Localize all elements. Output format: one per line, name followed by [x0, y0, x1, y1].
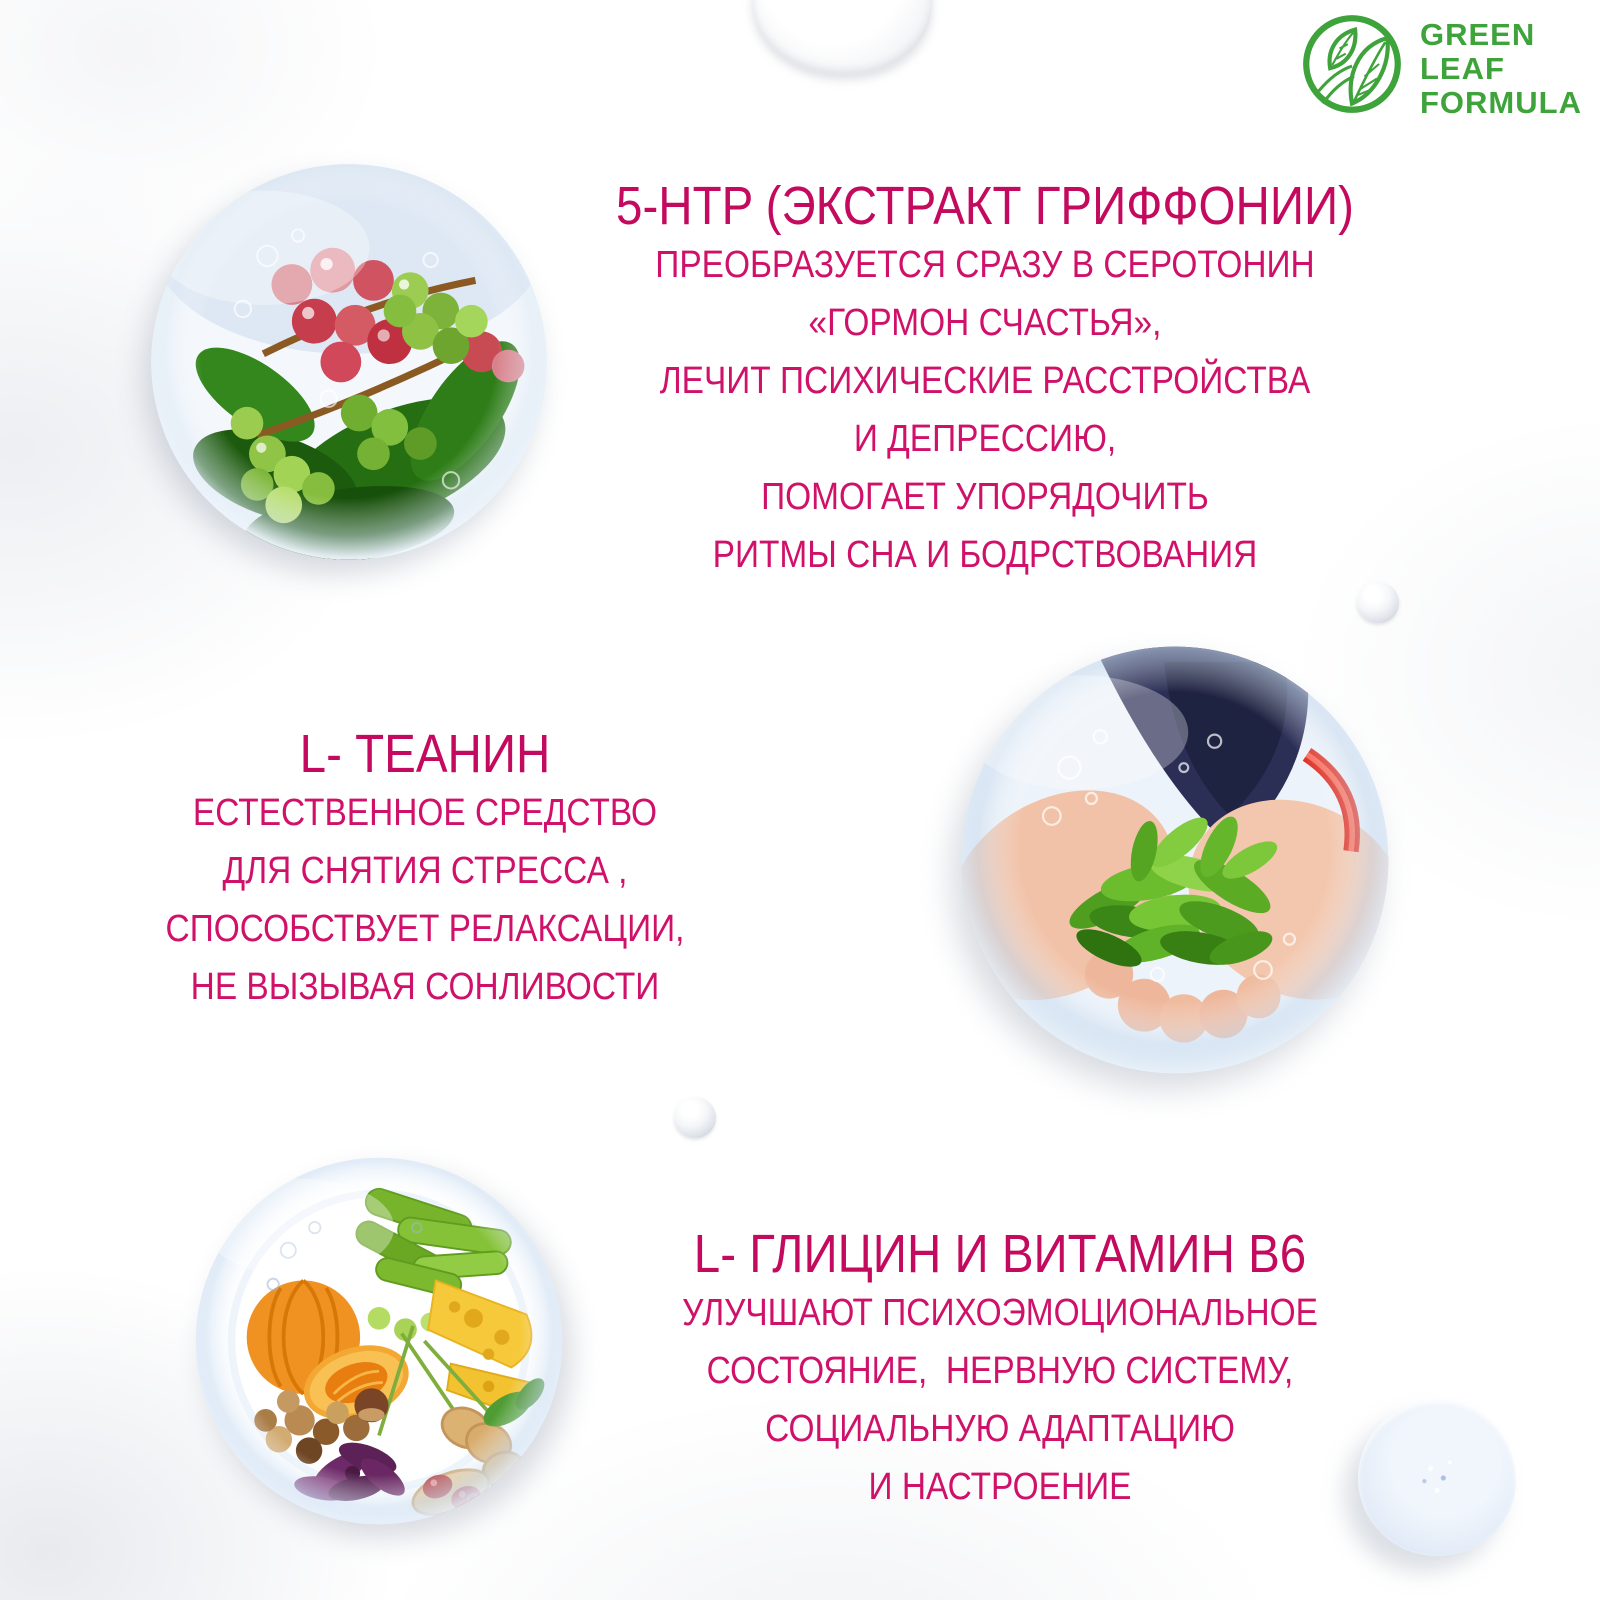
- logo-line: GREEN: [1420, 17, 1536, 52]
- logo-wordmark: [1420, 12, 1582, 120]
- section-line: НЕ ВЫЗЫВАЯ СОНЛИВОСТИ: [190, 966, 660, 1008]
- section-line: И ДЕПРЕССИЮ,: [853, 418, 1117, 460]
- section-line: ДЛЯ СНЯТИЯ СТРЕССА ,: [222, 850, 628, 892]
- section-title: 5-HTP (ЭКСТРАКТ ГРИФФОНИИ): [616, 176, 1354, 236]
- water-droplet-top: [752, 0, 932, 74]
- section-line: СОСТОЯНИЕ, НЕРВНУЮ СИСТЕМУ,: [706, 1350, 1294, 1392]
- section-title: L- ТЕАНИН: [299, 724, 551, 784]
- section-line: СПОСОБСТВУЕТ РЕЛАКСАЦИИ,: [165, 908, 685, 950]
- section-line: ЕСТЕСТВЕННОЕ СРЕДСТВО: [192, 792, 658, 834]
- section-line: УЛУЧШАЮТ ПСИХОЭМОЦИОНАЛЬНОЕ: [682, 1292, 1318, 1334]
- section-theanine: [117, 724, 733, 1016]
- section-line: «ГОРМОН СЧАСТЬЯ»,: [808, 302, 1162, 344]
- griffonia-berries-photo: [145, 158, 553, 566]
- section-line: СОЦИАЛЬНУЮ АДАПТАЦИЮ: [765, 1408, 1235, 1450]
- logo-line: FORMULA: [1420, 85, 1582, 120]
- b6-foods-plate-photo: [190, 1152, 568, 1530]
- section-line: РИТМЫ СНА И БОДРСТВОВАНИЯ: [712, 534, 1258, 576]
- tea-leaves-hands-photo: [955, 640, 1395, 1080]
- section-5htp: [589, 176, 1381, 584]
- water-droplet-middle: [674, 1097, 716, 1138]
- logo-line: LEAF: [1420, 51, 1505, 86]
- green-leaf-logo-icon: [1300, 12, 1404, 116]
- water-droplet-right: [1357, 582, 1399, 623]
- section-line: ПРЕОБРАЗУЕТСЯ СРАЗУ В СЕРОТОНИН: [655, 244, 1315, 286]
- section-glycine-b6: [622, 1224, 1379, 1516]
- section-line: ПОМОГАЕТ УПОРЯДОЧИТЬ: [761, 476, 1209, 518]
- section-title: L- ГЛИЦИН И ВИТАМИН B6: [693, 1224, 1307, 1284]
- section-line: ЛЕЧИТ ПСИХИЧЕСКИЕ РАССТРОЙСТВА: [659, 360, 1311, 402]
- brand-logo: [1300, 12, 1582, 120]
- section-line: И НАСТРОЕНИЕ: [868, 1466, 1132, 1508]
- water-droplet-bottom-right: [1358, 1400, 1516, 1556]
